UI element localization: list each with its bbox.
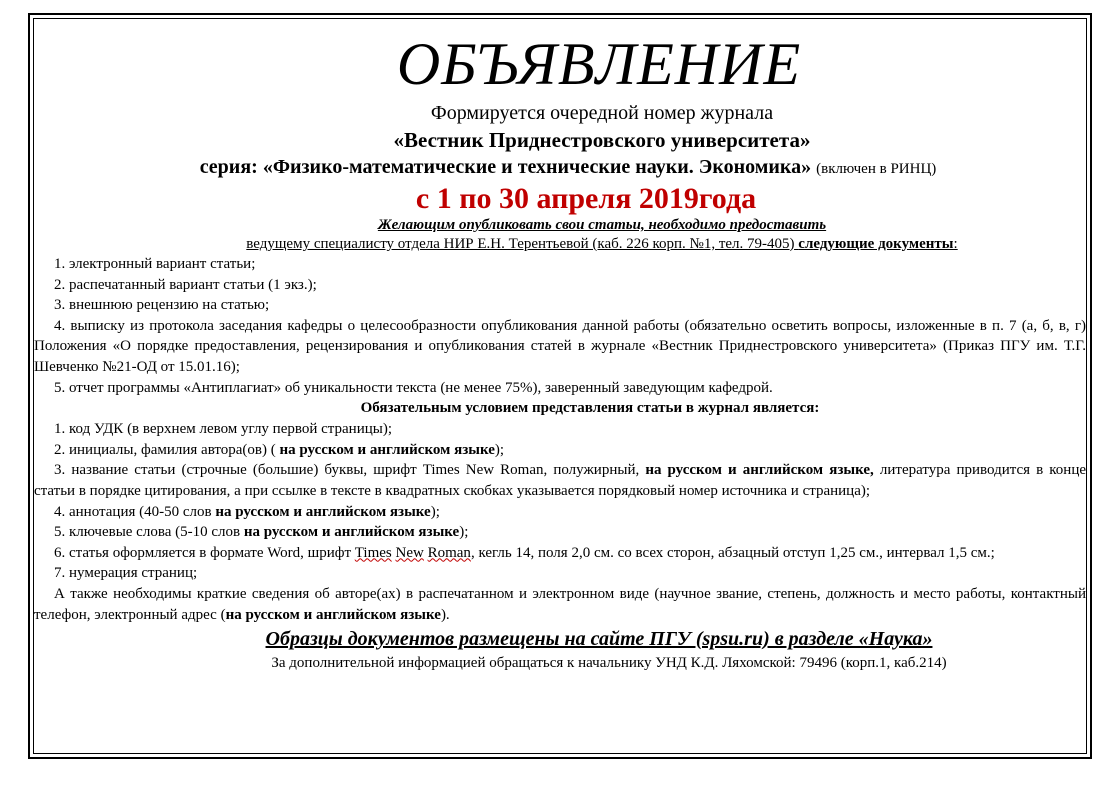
document-item-2: 2. распечатанный вариант статьи (1 экз.);: [54, 276, 317, 293]
condition-3-bold: на русском и английском языке,: [645, 462, 874, 479]
condition-2-bold: на русском и английском языке: [279, 441, 495, 458]
condition-item-6: [34, 543, 1086, 564]
document-item-3: 3. внешнюю рецензию на статью;: [54, 297, 270, 314]
condition-4-end: );: [430, 503, 440, 520]
condition-item-7: 7. нумерация страниц;: [54, 565, 198, 582]
announcement: [34, 32, 1086, 674]
contact-info: За дополнительной информацией обращаться к начальнику УНД К.Д. Ляхомской: 79496 (корп.1, каб.214): [271, 655, 947, 672]
series-title: серия: «Физико-математические и технические науки. Экономика»: [199, 156, 812, 178]
condition-6-text: 6. статья оформляется в формате Word, шрифт: [54, 544, 352, 561]
document-item-5: 5. отчет программы «Антиплагиат» об уникальности текста (не менее 75%), заверенный заведующим кафедрой.: [54, 379, 773, 396]
condition-3-text: 3. название статьи (строчные (большие) буквы, шрифт Times New Roman, полужирный,: [54, 462, 640, 479]
request-line-2: [34, 235, 1086, 254]
condition-5-text: 5. ключевые слова (5-10 слов: [54, 524, 241, 541]
condition-6-font-word-3: Roman: [427, 544, 471, 561]
document-item-4: 4. выписку из протокола заседания кафедры о целесообразности опубликования данной работы (обязательно осветить вопросы, изложенные в п. 7 (а, б, в, г) Положения «О порядке предоставления, рецензирования и опубликования статей в журнале «Вестник Приднестровского университета» (Приказ ПГУ им. Т.Г. Шевченко №21-ОД от 15.01.16);: [34, 317, 1086, 375]
page-title: ОБЪЯВЛЕНИЕ: [396, 31, 802, 97]
request-line-1: Желающим опубликовать свои статьи, необходимо предоставить: [377, 217, 827, 233]
condition-6-font-word-2: New: [395, 544, 424, 561]
condition-8-text: А также необходимы краткие сведения об авторе(ах) в распечатанном и электронном виде (научное звание, степень, должность и место работы, контактный телефон, электронный адрес (: [34, 585, 1086, 623]
condition-3-end: литература приводится в конце статьи в порядке цитирования, а при ссылке в тексте в квадратных скобках указывается порядковый номер источника и страница);: [34, 462, 1087, 499]
condition-2-text: 2. инициалы, фамилия автора(ов) (: [54, 441, 276, 458]
condition-2-end: );: [494, 441, 505, 458]
conditions-heading: Обязательным условием представления статьи в журнал является:: [360, 400, 820, 417]
condition-4-text: 4. аннотация (40-50 слов: [54, 503, 212, 520]
series-line: [34, 154, 1086, 182]
request-documents-label: следующие документы: [798, 236, 954, 252]
condition-8-end: ).: [440, 606, 450, 623]
request-colon: :: [953, 236, 958, 252]
condition-6-end: , кегль 14, поля 2,0 см. со всех сторон, абзацный отступ 1,25 см., интервал 1,5 см.;: [470, 544, 995, 561]
request-contact: ведущему специалисту отдела НИР Е.Н. Терентьевой (каб. 226 корп. №1, тел. 79-405): [246, 236, 795, 252]
condition-item-8: [34, 584, 1086, 625]
series-note: (включен в РИНЦ): [816, 161, 937, 177]
condition-8-bold: на русском и английском языке: [225, 606, 441, 623]
condition-item-2: [34, 440, 1086, 461]
condition-item-4: [34, 502, 1086, 523]
submission-dates: с 1 по 30 апреля 2019года: [415, 182, 757, 215]
journal-name: «Вестник Приднестровского университета»: [393, 128, 811, 152]
subtitle: Формируется очередной номер журнала: [430, 102, 774, 124]
condition-item-1: 1. код УДК (в верхнем левом углу первой страницы);: [54, 421, 392, 438]
condition-item-3: [34, 460, 1086, 501]
document-item-1: 1. электронный вариант статьи;: [54, 256, 256, 272]
samples-link-note: Образцы документов размещены на сайте ПГУ (spsu.ru) в разделе «Наука»: [265, 628, 933, 651]
condition-item-5: [34, 522, 1086, 543]
condition-5-bold: на русском и английском языке: [243, 524, 460, 541]
condition-6-font-word-1: Times: [354, 544, 392, 561]
condition-5-end: );: [459, 524, 469, 541]
condition-4-bold: на русском и английском языке: [215, 503, 431, 520]
